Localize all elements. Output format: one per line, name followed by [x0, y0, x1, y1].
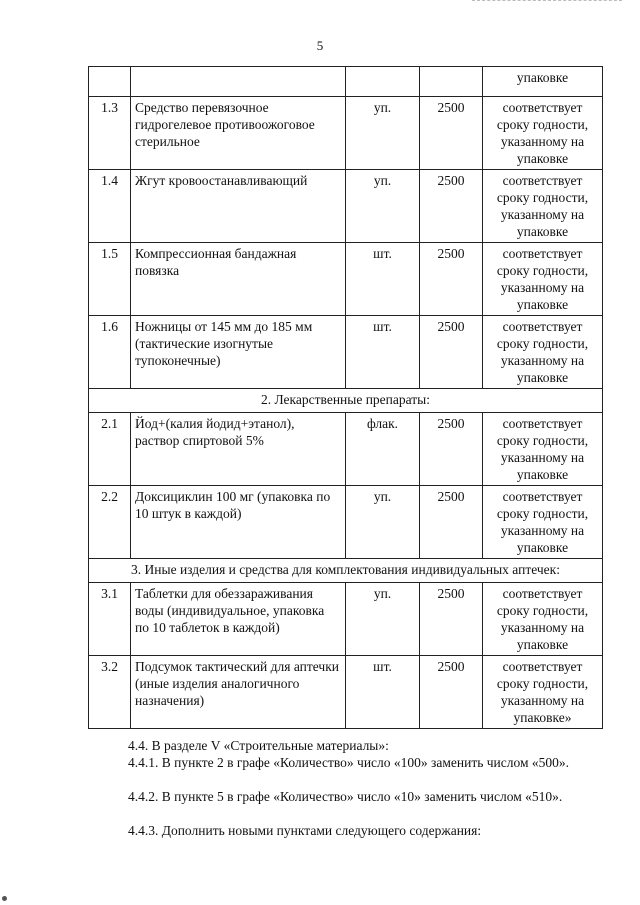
paragraph-4-4-3: 4.4.3. Дополнить новыми пунктами следующего содержания: — [128, 823, 482, 838]
quantity-cell: 2500 — [420, 243, 483, 316]
page-number: 5 — [316, 38, 324, 53]
quantity-cell: 2500 — [420, 486, 483, 559]
shelf-life-cell: соответствует сроку годности, указанному на упаковке — [483, 97, 603, 170]
item-name-cell: Доксициклин 100 мг (упаковка по 10 штук в каждой) — [131, 486, 346, 559]
table-row — [89, 170, 603, 243]
table-row — [89, 486, 603, 559]
row-number-cell: 3.2 — [89, 656, 131, 729]
table-row — [89, 316, 603, 389]
scan-dot — [2, 896, 7, 901]
shelf-life-cell: соответствует сроку годности, указанному на упаковке — [483, 316, 603, 389]
paragraph-section-v: 4.4. В разделе V «Строительные материалы»: — [128, 738, 389, 753]
row-number-cell: 3.1 — [89, 583, 131, 656]
section-title-other-items: 3. Иные изделия и средства для комплектования индивидуальных аптечек: — [89, 559, 603, 583]
section-header-row — [89, 559, 603, 583]
quantity-cell: 2500 — [420, 316, 483, 389]
row-number-cell: 1.4 — [89, 170, 131, 243]
paragraph-4-4-1: 4.4.1. В пункте 2 в графе «Количество» число «100» заменить числом «500». — [128, 755, 570, 770]
quantity-cell — [420, 67, 483, 97]
supplies-table — [88, 66, 603, 729]
shelf-life-cell: соответствует сроку годности, указанному на упаковке — [483, 170, 603, 243]
table-row — [89, 97, 603, 170]
table-row — [89, 656, 603, 729]
item-name-cell: Средство перевязочное гидрогелевое противоожоговое стерильное — [131, 97, 346, 170]
row-number-cell: 2.2 — [89, 486, 131, 559]
item-name-cell: Таблетки для обеззараживания воды (индивидуальное, упаковка по 10 таблеток в каждой) — [131, 583, 346, 656]
item-name-cell: Подсумок тактический для аптечки (иные изделия аналогичного назначения) — [131, 656, 346, 729]
unit-cell: шт. — [346, 656, 420, 729]
unit-cell: уп. — [346, 97, 420, 170]
unit-cell: шт. — [346, 243, 420, 316]
shelf-life-cell: упаковке — [483, 67, 603, 97]
item-name-cell — [131, 67, 346, 97]
item-name-cell: Компрессионная бандажная повязка — [131, 243, 346, 316]
unit-cell: уп. — [346, 486, 420, 559]
unit-cell — [346, 67, 420, 97]
item-name-cell: Йод+(калия йодид+этанол), раствор спиртовой 5% — [131, 413, 346, 486]
scan-artifact-line — [472, 0, 622, 5]
shelf-life-cell: соответствует сроку годности, указанному на упаковке — [483, 243, 603, 316]
shelf-life-cell: соответствует сроку годности, указанному на упаковке — [483, 486, 603, 559]
quantity-cell: 2500 — [420, 656, 483, 729]
row-number-cell: 1.5 — [89, 243, 131, 316]
table-row — [89, 243, 603, 316]
quantity-cell: 2500 — [420, 97, 483, 170]
item-name-cell: Жгут кровоостанавливающий — [131, 170, 346, 243]
quantity-cell: 2500 — [420, 413, 483, 486]
item-name-cell: Ножницы от 145 мм до 185 мм (тактические изогнутые тупоконечные) — [131, 316, 346, 389]
quantity-cell: 2500 — [420, 583, 483, 656]
section-title-medicines: 2. Лекарственные препараты: — [89, 389, 603, 413]
unit-cell: флак. — [346, 413, 420, 486]
shelf-life-cell: соответствует сроку годности, указанному на упаковке — [483, 583, 603, 656]
unit-cell: уп. — [346, 583, 420, 656]
shelf-life-cell: соответствует сроку годности, указанному на упаковке — [483, 413, 603, 486]
table-row — [89, 583, 603, 656]
section-header-row — [89, 389, 603, 413]
unit-cell: шт. — [346, 316, 420, 389]
row-number-cell: 1.6 — [89, 316, 131, 389]
row-number-cell — [89, 67, 131, 97]
row-number-cell: 2.1 — [89, 413, 131, 486]
shelf-life-cell: соответствует сроку годности, указанному на упаковке» — [483, 656, 603, 729]
table-row — [89, 67, 603, 97]
unit-cell: уп. — [346, 170, 420, 243]
paragraph-4-4-2: 4.4.2. В пункте 5 в графе «Количество» число «10» заменить числом «510». — [128, 789, 563, 804]
row-number-cell: 1.3 — [89, 97, 131, 170]
quantity-cell: 2500 — [420, 170, 483, 243]
table-row — [89, 413, 603, 486]
